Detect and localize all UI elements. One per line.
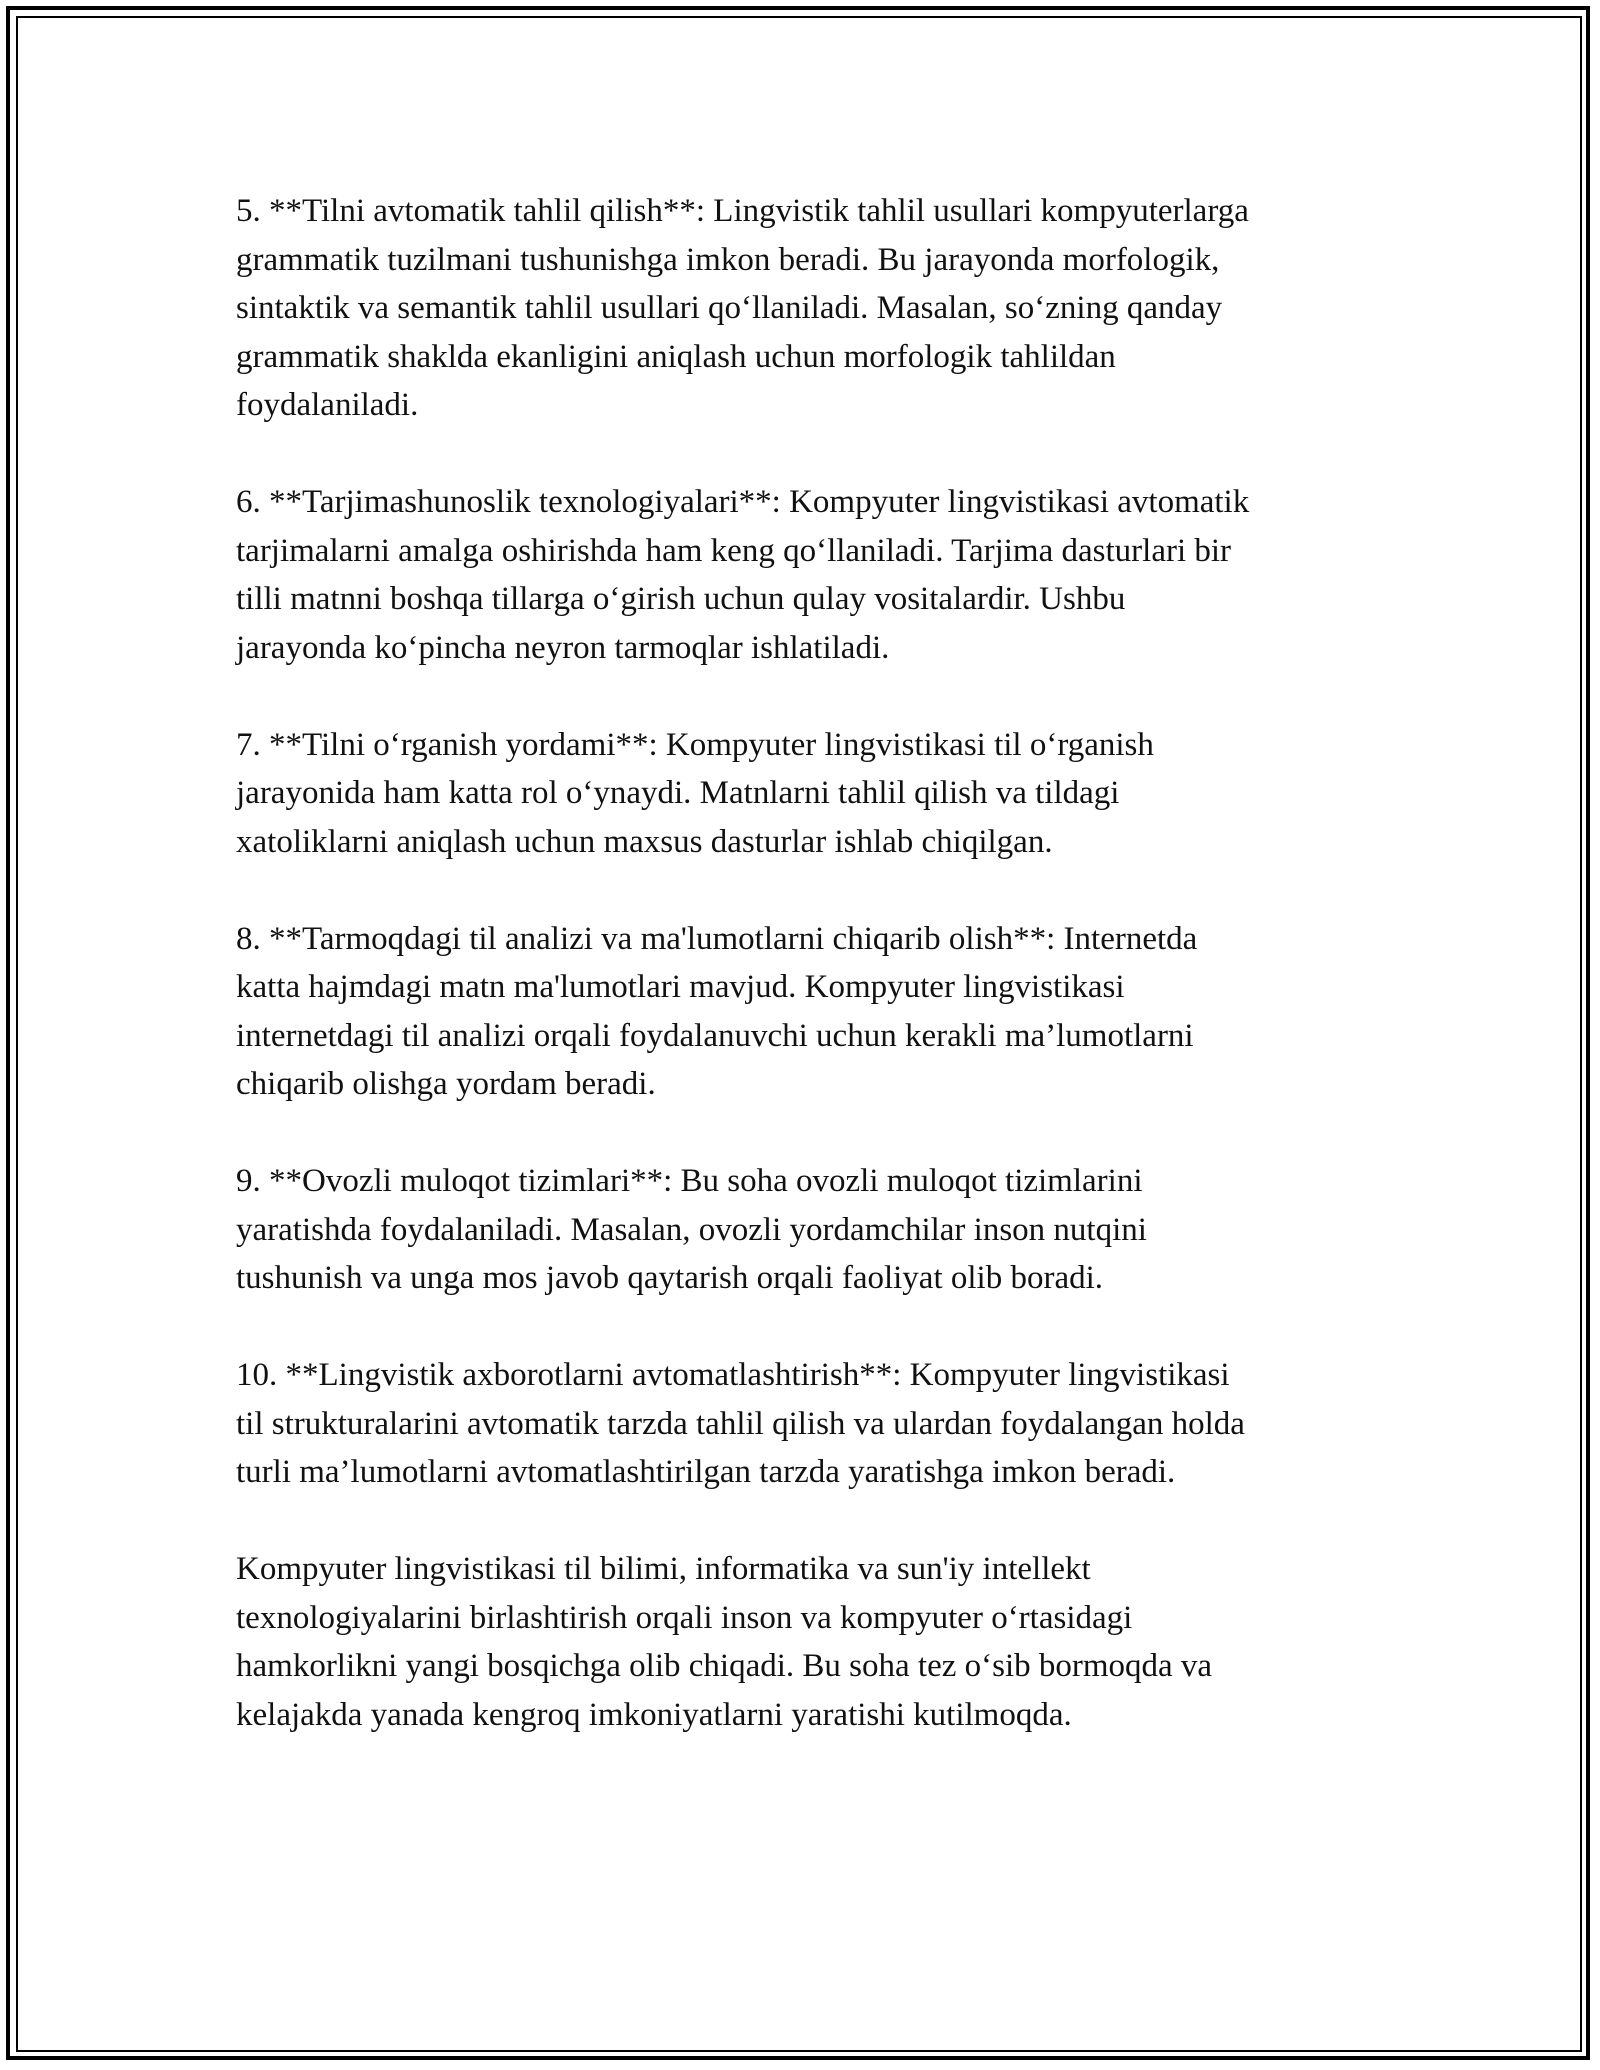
paragraph-item-8: 8. **Tarmoqdagi til analizi va ma'lumotlarni chiqarib olish**: Internetda katta hajmdagi matn ma'lumotlari mavjud. Kompyuter lingvistikasi internetdagi til analizi orqali foydalanuvchi uchun kerakli ma’lumotlarni chiqarib olishga yordam beradi. bbox=[236, 920, 1198, 1102]
paragraph-item-10: 10. **Lingvistik axborotlarni avtomatlashtirish**: Kompyuter lingvistikasi til strukturalarini avtomatik tarzda tahlil qilish va ulardan foydalangan holda turli ma’lumotlarni avtomatlashtirilgan tarzda yaratishga imkon beradi. bbox=[236, 1357, 1245, 1490]
paragraph-item-9: 9. **Ovozli muloqot tizimlari**: Bu soha ovozli muloqot tizimlarini yaratishda foydalaniladi. Masalan, ovozli yordamchilar inson nutqini tushunish va unga mos javob qaytarish orqali faoliyat olib boradi. bbox=[236, 1163, 1147, 1296]
paragraph-item-7: 7. **Tilni o‘rganish yordami**: Kompyuter lingvistikasi til o‘rganish jarayonida ham katta rol o‘ynaydi. Matnlarni tahlil qilish va tildagi xatoliklarni aniqlash uchun maxsus dasturlar ishlab chiqilgan. bbox=[236, 726, 1154, 860]
paragraph-item-5: 5. **Tilni avtomatik tahlil qilish**: Lingvistik tahlil usullari kompyuterlarga grammatik tuzilmani tushunishga imkon beradi. Bu jarayonda morfologik, sintaktik va semantik tahlil usullari qo‘llaniladi. Masalan, so‘zning qanday grammatik shaklda ekanligini aniqlash uchun morfologik tahlildan foydalaniladi. bbox=[236, 193, 1249, 423]
document-body bbox=[236, 187, 1376, 1788]
paragraph-item-6: 6. **Tarjimashunoslik texnologiyalari**: Kompyuter lingvistikasi avtomatik tarjimalarni amalga oshirishda ham keng qo‘llaniladi. Tarjima dasturlari bir tilli matnni boshqa tillarga o‘girish uchun qulay vositalardir. Ushbu jarayonda ko‘pincha neyron tarmoqlar ishlatiladi. bbox=[236, 484, 1250, 666]
paragraph-conclusion: Kompyuter lingvistikasi til bilimi, informatika va sun'iy intellekt texnologiyalarini birlashtirish orqali inson va kompyuter o‘rtasidagi hamkorlikni yangi bosqichga olib chiqadi. Bu soha tez o‘sib bormoqda va kelajakda yanada kengroq imkoniyatlarni yaratishi kutilmoqda. bbox=[236, 1551, 1213, 1733]
